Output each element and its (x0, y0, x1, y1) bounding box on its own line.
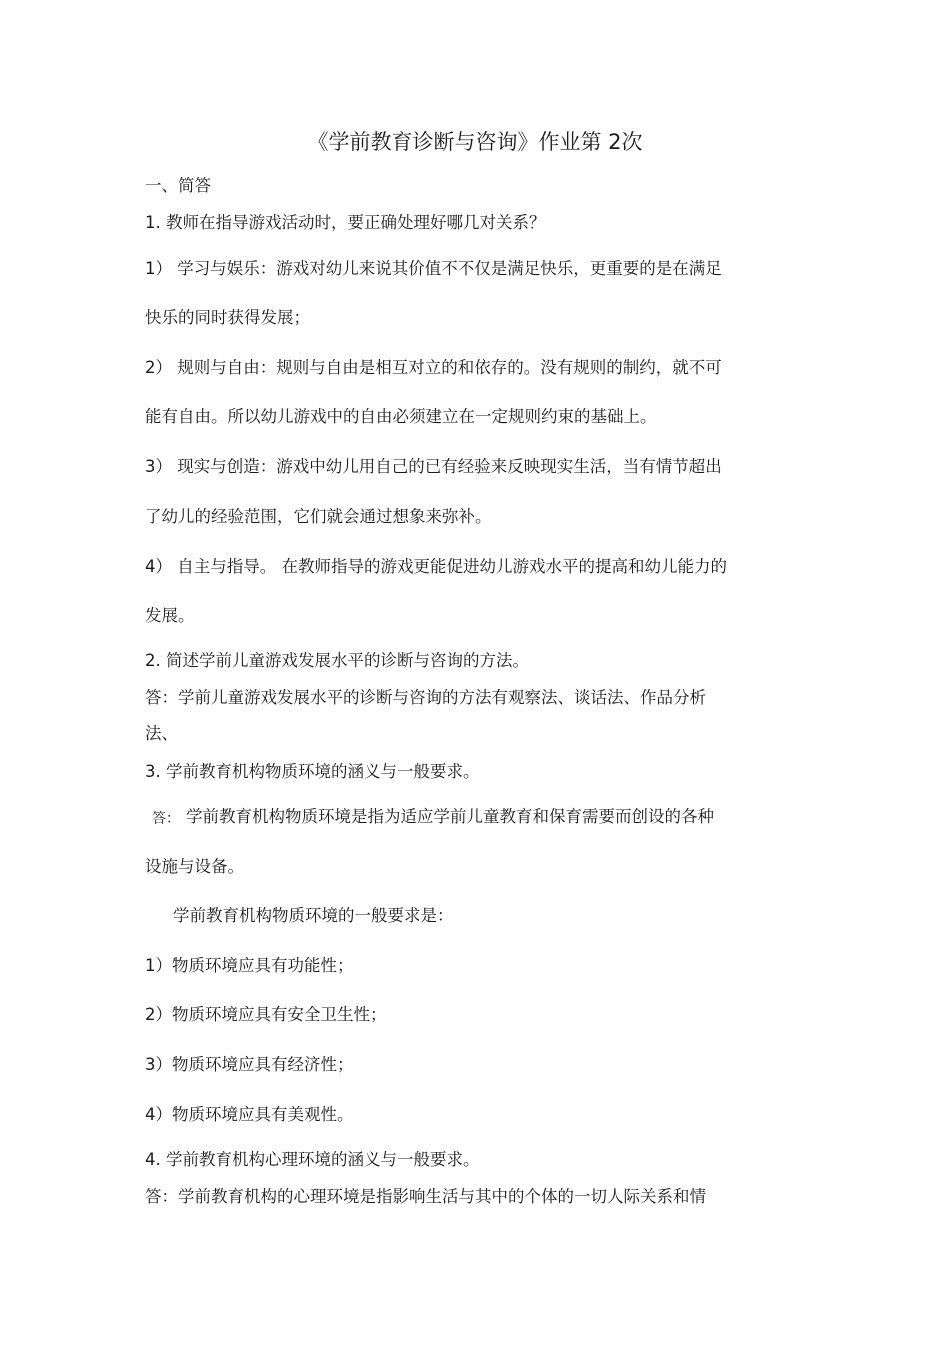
answer-1-item-1: 1） 学习与娱乐：游戏对幼儿来说其价值不不仅是满足快乐，更重要的是在满足 (145, 259, 722, 278)
question-3: 3. 学前教育机构物质环境的涵义与一般要求。 (145, 762, 480, 781)
document-title: 《学前教育诊断与咨询》作业第 2次 (307, 130, 643, 154)
requirement-2: 2）物质环境应具有安全卫生性； (145, 1005, 387, 1024)
answer-1-item-2: 2） 规则与自由：规则与自由是相互对立的和依存的。没有规则的制约，就不可 (145, 358, 722, 377)
answer-3-label: 答： (152, 811, 180, 827)
question-1: 1. 教师在指导游戏活动时，要正确处理好哪几对关系？ (145, 213, 546, 232)
section-heading: 一、简答 (145, 176, 211, 195)
answer-2-cont: 法、 (145, 724, 178, 743)
answer-3-requirements-intro: 学前教育机构物质环境的一般要求是： (173, 906, 454, 925)
answer-1-item-3-cont: 了幼儿的经验范围，它们就会通过想象来弥补。 (145, 507, 492, 526)
answer-1-item-4: 4） 自主与指导。 在教师指导的游戏更能促进幼儿游戏水平的提高和幼儿能力的 (145, 557, 727, 576)
requirement-1: 1）物质环境应具有功能性； (145, 956, 354, 975)
question-4: 4. 学前教育机构心理环境的涵义与一般要求。 (145, 1150, 480, 1169)
answer-1-item-3: 3） 现实与创造：游戏中幼儿用自己的已有经验来反映现实生活，当有情节超出 (145, 457, 722, 476)
answer-4: 答：学前教育机构的心理环境是指影响生活与其中的个体的一切人际关系和情 (145, 1187, 706, 1206)
answer-3-cont: 设施与设备。 (145, 857, 244, 876)
answer-1-item-1-cont: 快乐的同时获得发展； (145, 308, 310, 327)
question-2: 2. 简述学前儿童游戏发展水平的诊断与咨询的方法。 (145, 651, 529, 670)
answer-1-item-4-cont: 发展。 (145, 606, 195, 625)
answer-3: 学前教育机构物质环境是指为适应学前儿童教育和保育需要而创设的各种 (186, 807, 714, 826)
requirement-3: 3）物质环境应具有经济性； (145, 1055, 354, 1074)
answer-1-item-2-cont: 能有自由。所以幼儿游戏中的自由必须建立在一定规则约束的基础上。 (145, 407, 657, 426)
requirement-4: 4）物质环境应具有美观性。 (145, 1105, 354, 1124)
answer-2: 答：学前儿童游戏发展水平的诊断与咨询的方法有观察法、谈话法、作品分析 (145, 688, 706, 707)
